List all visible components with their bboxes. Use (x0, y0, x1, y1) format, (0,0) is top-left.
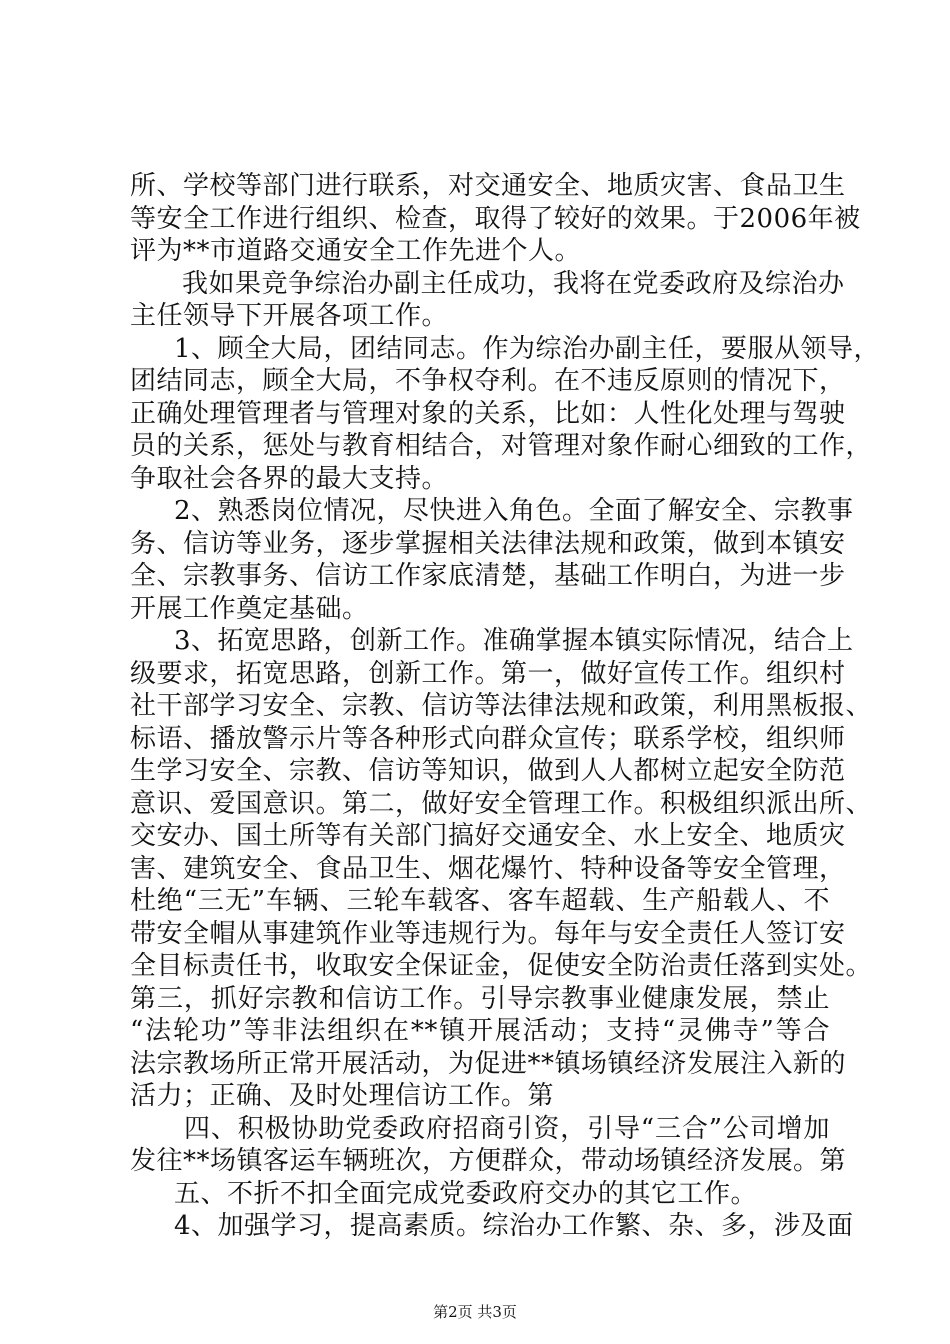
paragraph-start-line: 2、熟悉岗位情况，尽快进入角色。全面了解安全、宗教事 (174, 496, 854, 526)
paragraph-start-line: 五、不折不扣全面完成党委政府交办的其它工作。 (174, 1178, 758, 1209)
text-line: 带安全帽从事建筑作业等违规行为。每年与安全责任人签订安 (130, 918, 846, 949)
document-body (130, 170, 881, 1243)
text-line: 交安办、国土所等有关部门搞好交通安全、水上安全、地质灾 (130, 821, 846, 851)
text-line: 所、学校等部门进行联系，对交通安全、地质灾害、食品卫生 (130, 171, 846, 201)
text-line: 评为**市道路交通安全工作先进个人。 (130, 236, 582, 266)
page-number-footer: 第2页 共3页 (433, 1303, 517, 1321)
text-line: 意识、爱国意识。第二，做好安全管理工作。积极组织派出所、 (130, 788, 873, 819)
text-line: 务、信访等业务，逐步掌握相关法律法规和政策，做到本镇安 (130, 528, 846, 559)
paragraph-start-line: 3、拓宽思路，创新工作。准确掌握本镇实际情况，结合上 (174, 626, 854, 656)
text-line: 发往**场镇客运车辆班次，方便群众，带动场镇经济发展。第 (130, 1146, 847, 1176)
text-line: 法宗教场所正常开展活动，为促进**镇场镇经济发展注入新的 (130, 1048, 847, 1079)
paragraph-start-line: 四、积极协助党委政府招商引资，引导“三合”公司增加 (184, 1113, 830, 1144)
text-line: 员的关系，惩处与教育相结合，对管理对象作耐心细致的工作， (130, 431, 873, 461)
paragraph-start-line: 我如果竞争综治办副主任成功，我将在党委政府及综治办 (182, 268, 845, 299)
text-line: 全目标责任书，收取安全保证金，促使安全防治责任落到实处。 (130, 951, 873, 981)
paragraph-start-line: 4、加强学习，提高素质。综治办工作繁、杂、多，涉及面 (174, 1211, 854, 1241)
text-line: 争取社会各界的最大支持。 (130, 463, 449, 494)
text-line: 生学习安全、宗教、信访等知识，做到人人都树立起安全防范 (130, 756, 846, 786)
text-line: 主任领导下开展各项工作。 (130, 301, 449, 331)
text-line: 全、宗教事务、信访工作家底清楚，基础工作明白，为进一步 (130, 561, 846, 591)
text-line: 社干部学习安全、宗教、信访等法律法规和政策，利用黑板报、 (130, 691, 873, 721)
text-line: 级要求，拓宽思路，创新工作。第一，做好宣传工作。组织村 (130, 658, 846, 689)
text-line: 正确处理管理者与管理对象的关系，比如：人性化处理与驾驶 (130, 398, 846, 429)
text-line: 杜绝“三无”车辆、三轮车载客、客车超载、生产船载人、不 (130, 886, 830, 916)
paragraph-start-line: 1、顾全大局，团结同志。作为综治办副主任，要服从领导， (174, 333, 881, 364)
text-line: 害、建筑安全、食品卫生、烟花爆竹、特种设备等安全管理， (130, 853, 846, 884)
text-line: 标语、播放警示片等各种形式向群众宣传；联系学校，组织师 (130, 723, 846, 754)
text-line: 开展工作奠定基础。 (130, 593, 369, 624)
text-line: 活力；正确、及时处理信访工作。第 (130, 1081, 555, 1111)
text-line: 团结同志，顾全大局，不争权夺利。在不违反原则的情况下， (130, 366, 846, 396)
text-line: “法轮功”等非法组织在**镇开展活动；支持“灵佛寺”等合 (130, 1016, 830, 1046)
text-line: 第三，抓好宗教和信访工作。引导宗教事业健康发展，禁止 (130, 983, 830, 1014)
text-line: 等安全工作进行组织、检查，取得了较好的效果。于2006年被 (130, 203, 861, 234)
